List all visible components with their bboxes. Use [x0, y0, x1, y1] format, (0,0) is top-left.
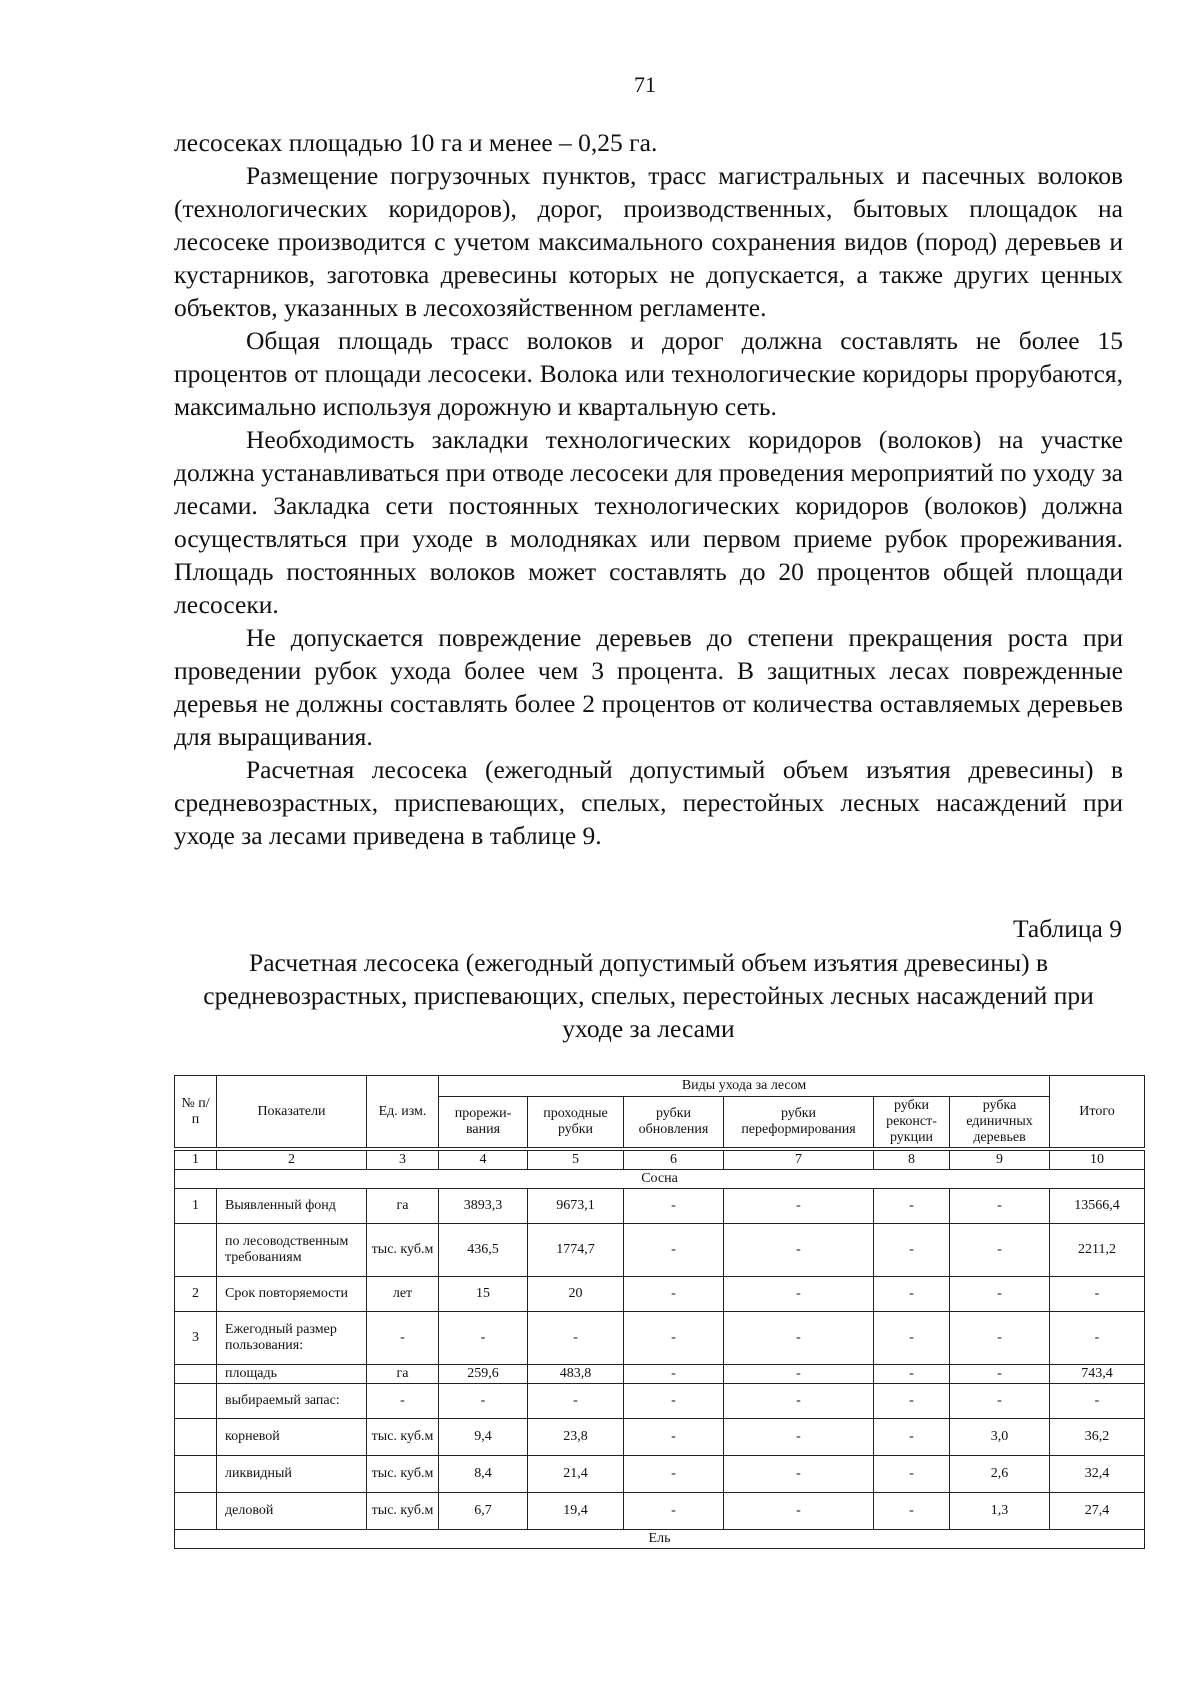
- column-number: 4: [439, 1151, 528, 1170]
- header-type: прорежи-вания: [439, 1097, 528, 1148]
- row-unit: лет: [367, 1277, 439, 1312]
- header-indicator: Показатели: [217, 1076, 367, 1148]
- row-num: [175, 1384, 217, 1419]
- row-value: -: [724, 1419, 874, 1456]
- row-value: -: [439, 1312, 528, 1365]
- row-value: -: [724, 1384, 874, 1419]
- page-number: 71: [634, 72, 656, 97]
- table-row: [175, 1365, 1145, 1384]
- row-value: -: [874, 1419, 950, 1456]
- row-value: -: [950, 1365, 1050, 1384]
- column-number: 2: [217, 1151, 367, 1170]
- header-group: Виды ухода за лесом: [439, 1076, 1050, 1097]
- species-label: Сосна: [175, 1170, 1145, 1189]
- row-value: 6,7: [439, 1493, 528, 1530]
- column-number: 7: [724, 1151, 874, 1170]
- row-value: 9,4: [439, 1419, 528, 1456]
- row-total: -: [1050, 1312, 1145, 1365]
- row-indicator: ликвидный: [217, 1456, 367, 1493]
- row-value: -: [950, 1312, 1050, 1365]
- row-num: 1: [175, 1189, 217, 1224]
- body-text: [174, 126, 1123, 852]
- row-value: -: [950, 1384, 1050, 1419]
- table-row: [175, 1493, 1145, 1530]
- row-value: -: [874, 1312, 950, 1365]
- row-value: -: [874, 1277, 950, 1312]
- row-value: -: [624, 1493, 724, 1530]
- row-num: 2: [175, 1277, 217, 1312]
- row-unit: тыс. куб.м: [367, 1419, 439, 1456]
- table-row: [175, 1189, 1145, 1224]
- row-value: -: [874, 1384, 950, 1419]
- row-value: -: [439, 1384, 528, 1419]
- row-value: -: [874, 1189, 950, 1224]
- row-value: -: [874, 1365, 950, 1384]
- row-total: 32,4: [1050, 1456, 1145, 1493]
- row-num: 3: [175, 1312, 217, 1365]
- row-value: -: [724, 1277, 874, 1312]
- row-value: 3,0: [950, 1419, 1050, 1456]
- row-value: -: [724, 1224, 874, 1277]
- row-total: 2211,2: [1050, 1224, 1145, 1277]
- row-value: -: [624, 1365, 724, 1384]
- header-type: рубки переформирования: [724, 1097, 874, 1148]
- row-value: 259,6: [439, 1365, 528, 1384]
- table-label: Таблица 9: [1012, 914, 1122, 943]
- row-indicator: выбираемый запас:: [217, 1384, 367, 1419]
- row-num: [175, 1493, 217, 1530]
- paragraph: Общая площадь трасс волоков и дорог должна составлять не более 15 процентов от площади лесосеки. Волока или технологические коридоры прорубаются, максимально используя дорожную и квартальную сеть.: [174, 326, 1123, 421]
- row-unit: -: [367, 1312, 439, 1365]
- row-value: -: [874, 1456, 950, 1493]
- paragraph: лесосеках площадью 10 га и менее – 0,25 га.: [174, 128, 658, 157]
- row-value: -: [528, 1312, 624, 1365]
- table-row: [175, 1419, 1145, 1456]
- row-value: 19,4: [528, 1493, 624, 1530]
- row-unit: тыс. куб.м: [367, 1493, 439, 1530]
- row-total: -: [1050, 1384, 1145, 1419]
- row-indicator: Срок повторяемости: [217, 1277, 367, 1312]
- table-caption: Расчетная лесосека (ежегодный допустимый объем изъятия древесины) в средневозрастных, приспевающих, спелых, перестойных лесных насаждений при уходе за лесами: [203, 948, 1094, 1043]
- row-value: -: [624, 1456, 724, 1493]
- row-total: 36,2: [1050, 1419, 1145, 1456]
- table-row: [175, 1456, 1145, 1493]
- row-value: -: [624, 1277, 724, 1312]
- row-unit: га: [367, 1365, 439, 1384]
- row-num: [175, 1419, 217, 1456]
- table-row: [175, 1384, 1145, 1419]
- column-number: 1: [175, 1151, 217, 1170]
- row-value: -: [724, 1456, 874, 1493]
- row-value: 1774,7: [528, 1224, 624, 1277]
- row-total: 27,4: [1050, 1493, 1145, 1530]
- row-unit: -: [367, 1384, 439, 1419]
- row-value: -: [874, 1224, 950, 1277]
- table-row: [175, 1312, 1145, 1365]
- table-row: [175, 1224, 1145, 1277]
- species-label: Ель: [175, 1530, 1145, 1549]
- row-num: [175, 1456, 217, 1493]
- header-num: № п/п: [175, 1076, 217, 1148]
- row-indicator: по лесоводственным требованиям: [217, 1224, 367, 1277]
- column-number: 3: [367, 1151, 439, 1170]
- row-value: -: [724, 1189, 874, 1224]
- row-value: 3893,3: [439, 1189, 528, 1224]
- row-value: -: [724, 1493, 874, 1530]
- row-indicator: Выявленный фонд: [217, 1189, 367, 1224]
- paragraph: Не допускается повреждение деревьев до степени прекращения роста при проведении рубок ухода более чем 3 процента. В защитных лесах поврежденные деревья не должны составлять более 2 процентов от количества оставляемых деревьев для выращивания.: [174, 623, 1123, 751]
- row-indicator: корневой: [217, 1419, 367, 1456]
- row-indicator: площадь: [217, 1365, 367, 1384]
- column-number: 5: [528, 1151, 624, 1170]
- column-number: 6: [624, 1151, 724, 1170]
- header-unit: Ед. изм.: [367, 1076, 439, 1148]
- row-value: -: [624, 1189, 724, 1224]
- header-type: рубки обновления: [624, 1097, 724, 1148]
- row-value: -: [624, 1384, 724, 1419]
- header-type: проходные рубки: [528, 1097, 624, 1148]
- row-value: 2,6: [950, 1456, 1050, 1493]
- row-value: -: [950, 1277, 1050, 1312]
- table-row: [175, 1277, 1145, 1312]
- column-number: 8: [874, 1151, 950, 1170]
- row-value: 15: [439, 1277, 528, 1312]
- data-table: [174, 1075, 1145, 1549]
- row-value: -: [624, 1312, 724, 1365]
- row-num: [175, 1365, 217, 1384]
- paragraph: Необходимость закладки технологических коридоров (волоков) на участке должна устанавливаться при отводе лесосеки для проведения мероприятий по уходу за лесами. Закладка сети постоянных технологических коридоров (волоков) должна осуществляться при уходе в молодняках или первом приеме рубок прореживания. Площадь постоянных волоков может составлять до 20 процентов общей площади лесосеки.: [174, 425, 1123, 619]
- row-value: 1,3: [950, 1493, 1050, 1530]
- row-value: 436,5: [439, 1224, 528, 1277]
- row-total: 743,4: [1050, 1365, 1145, 1384]
- paragraph: Расчетная лесосека (ежегодный допустимый объем изъятия древесины) в средневозрастных, приспевающих, спелых, перестойных лесных насаждений при уходе за лесами приведена в таблице 9.: [174, 755, 1123, 850]
- header-type: рубка единичных деревьев: [950, 1097, 1050, 1148]
- row-value: -: [950, 1189, 1050, 1224]
- row-value: -: [950, 1224, 1050, 1277]
- row-indicator: Ежегодный размер пользования:: [217, 1312, 367, 1365]
- row-value: -: [624, 1224, 724, 1277]
- header-total: Итого: [1050, 1076, 1145, 1148]
- row-value: 21,4: [528, 1456, 624, 1493]
- column-number: 9: [950, 1151, 1050, 1170]
- row-value: 9673,1: [528, 1189, 624, 1224]
- row-value: -: [724, 1365, 874, 1384]
- header-type: рубки реконст-рукции: [874, 1097, 950, 1148]
- row-total: -: [1050, 1277, 1145, 1312]
- row-unit: тыс. куб.м: [367, 1456, 439, 1493]
- row-value: -: [624, 1419, 724, 1456]
- row-value: -: [528, 1384, 624, 1419]
- species-row: [175, 1170, 1145, 1189]
- row-unit: тыс. куб.м: [367, 1224, 439, 1277]
- paragraph: Размещение погрузочных пунктов, трасс магистральных и пасечных волоков (технологических коридоров), дорог, производственных, бытовых площадок на лесосеке производится с учетом максимального сохранения видов (пород) деревьев и кустарников, заготовка древесины которых не допускается, а также других ценных объектов, указанных в лесохозяйственном регламенте.: [174, 161, 1123, 322]
- row-value: -: [724, 1312, 874, 1365]
- row-total: 13566,4: [1050, 1189, 1145, 1224]
- column-number: 10: [1050, 1151, 1145, 1170]
- row-indicator: деловой: [217, 1493, 367, 1530]
- row-value: 20: [528, 1277, 624, 1312]
- row-num: [175, 1224, 217, 1277]
- row-value: 8,4: [439, 1456, 528, 1493]
- row-unit: га: [367, 1189, 439, 1224]
- row-value: 23,8: [528, 1419, 624, 1456]
- row-value: -: [874, 1493, 950, 1530]
- species-row: [175, 1530, 1145, 1549]
- row-value: 483,8: [528, 1365, 624, 1384]
